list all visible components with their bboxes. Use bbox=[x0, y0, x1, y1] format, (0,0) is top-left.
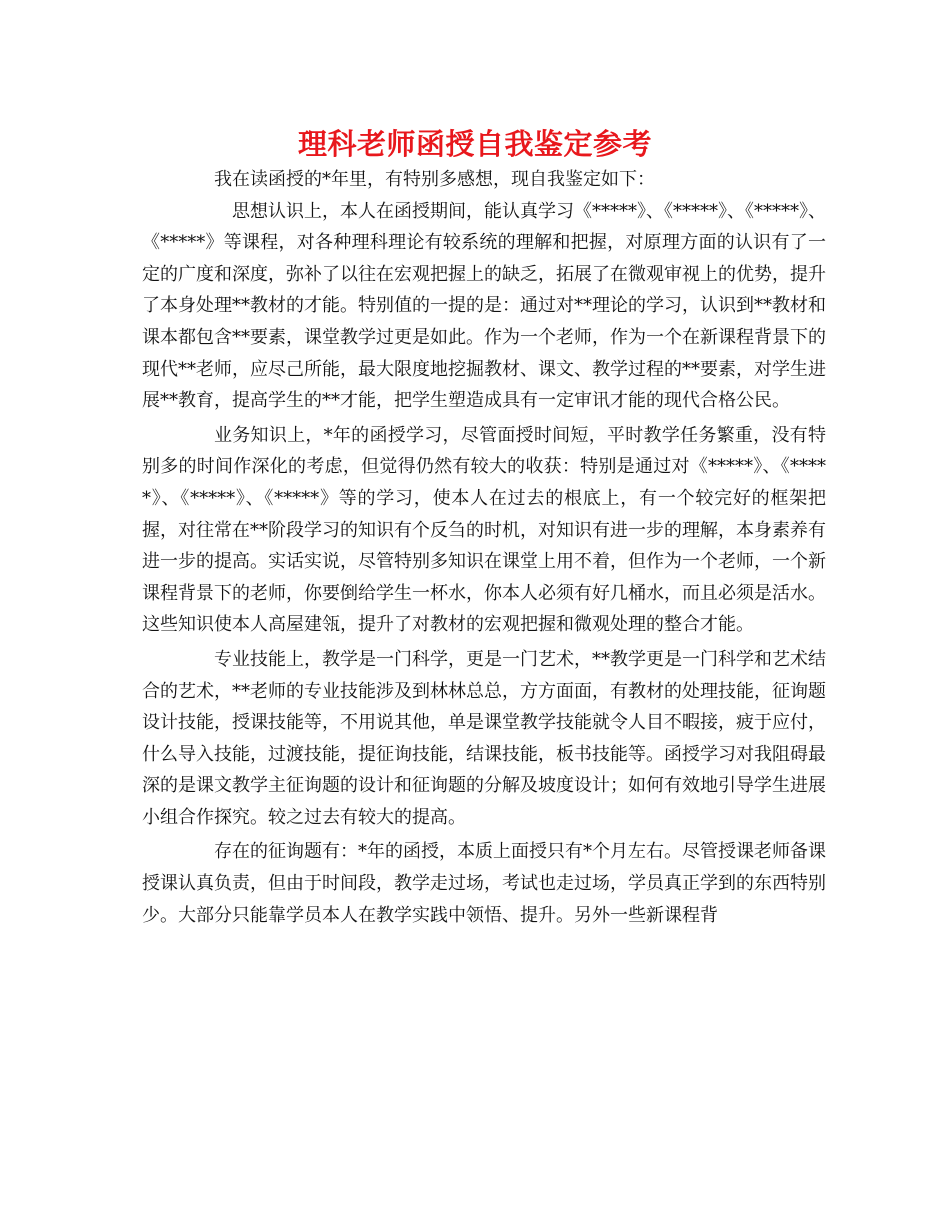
intro-paragraph: 我在读函授的*年里，有特别多感想，现自我鉴定如下： bbox=[214, 169, 655, 190]
paragraph-thought: 思想认识上，本人在函授期间，能认真学习《*****》、《*****》、《*****》、《*****》等课程，对各种理科理论有较系统的理解和把握，对原理方面的认识有了一定的广度和深度，弥补了以往在宏观把握上的缺乏，拓展了在微观审视上的优势，提升了本身处理**教材的才能。特别值的一提的是：通过对**理论的学习，认识到**教材和课本都包含**要素，课堂教学过更是如此。作为一个老师，作为一个在新课程背景下的现代**老师，应尽己所能，最大限度地挖掘教材、课文、教学过程的**要素，对学生进展**教育，提高学生的**才能，把学生塑造成具有一定审讯才能的现代合格公民。 bbox=[142, 200, 826, 412]
document-title: 理科老师函授自我鉴定参考 bbox=[297, 127, 652, 161]
document-body bbox=[142, 164, 826, 931]
paragraph-skills: 专业技能上，教学是一门科学，更是一门艺术，**教学更是一门科学和艺术结合的艺术，**老师的专业技能涉及到林林总总，方方面面，有教材的处理技能，征询题设计技能，授课技能等，不用说其他，单是课堂教学技能就令人目不暇接，疲于应付，什么导入技能，过渡技能，提征询技能，结课技能，板书技能等。函授学习对我阻碍最深的是课文教学主征询题的设计和征询题的分解及坡度设计；如何有效地引导学生进展小组合作探究。较之过去有较大的提高。 bbox=[142, 648, 826, 828]
paragraph-problems: 存在的征询题有：*年的函授，本质上面授只有*个月左右。尽管授课老师备课授课认真负责，但由于时间段，教学走过场，考试也走过场，学员真正学到的东西特别少。大部分只能靠学员本人在教学实践中领悟、提升。另外一些新课程背 bbox=[142, 841, 826, 926]
paragraph-knowledge: 业务知识上，*年的函授学习，尽管面授时间短，平时教学任务繁重，没有特别多的时间作深化的考虑，但觉得仍然有较大的收获：特别是通过对《*****》、《*****》、《*****》、《*****》等的学习，使本人在过去的根底上，有一个较完好的框架把握，对往常在**阶段学习的知识有个反刍的时机，对知识有进一步的理解，本身素养有进一步的提高。实话实说，尽管特别多知识在课堂上用不着，但作为一个老师，一个新课程背景下的老师，你要倒给学生一杯水，你本人必须有好几桶水，而且必须是活水。这些知识使本人高屋建瓴，提升了对教材的宏观把握和微观处理的整合才能。 bbox=[142, 424, 826, 636]
